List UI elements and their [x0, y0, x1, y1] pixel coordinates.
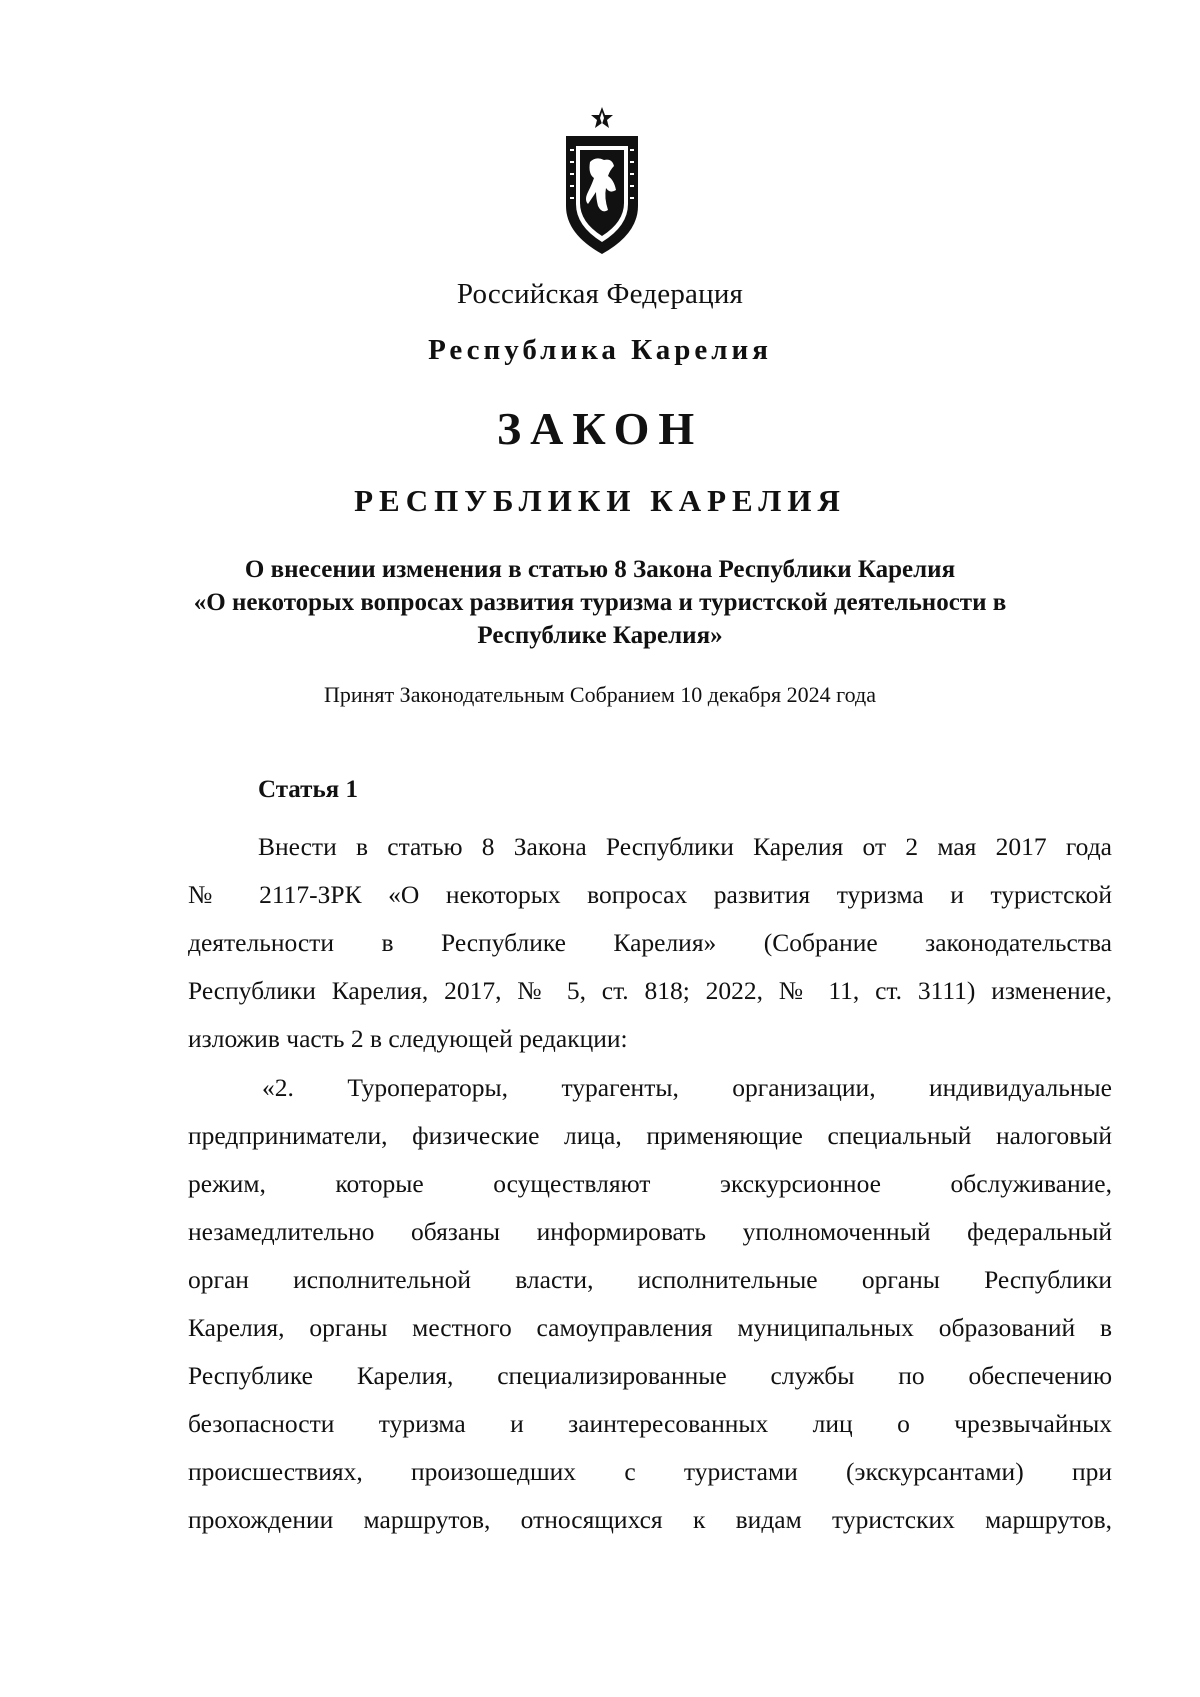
text-line: деятельности в Республике Карелия» (Собрание законодательства [188, 928, 1112, 957]
law-title: ЗАКОН [496, 403, 704, 454]
text-line: Внести в статью 8 Закона Республики Карелия от 2 мая 2017 года [258, 832, 1112, 861]
text-line: безопасности туризма и заинтересованных лиц о чрезвычайных [188, 1409, 1112, 1438]
text-line: изложив часть 2 в следующей редакции: [188, 1024, 628, 1053]
text-line: прохождении маршрутов, относящихся к видам туристских маршрутов, [188, 1505, 1112, 1534]
subject-line: О внесении изменения в статью 8 Закона Республики Карелия [244, 556, 956, 583]
adoption-note: Принят Законодательным Собранием 10 декабря 2024 года [324, 682, 876, 707]
republic-label: Республика Карелия [428, 334, 772, 366]
text-line: происшествиях, произошедших с туристами (экскурсантами) при [188, 1457, 1112, 1486]
text-line: режим, которые осуществляют экскурсионное обслуживание, [188, 1169, 1112, 1198]
text-line: «2. Туроператоры, турагенты, организации, индивидуальные [262, 1073, 1112, 1102]
law-subject [0, 553, 1200, 652]
article-paragraph-2 [188, 1064, 1112, 1544]
article-paragraph-1 [188, 823, 1112, 1063]
article-heading: Статья 1 [258, 776, 358, 803]
text-line: предприниматели, физические лица, применяющие специальный налоговый [188, 1121, 1112, 1150]
text-line: Карелия, органы местного самоуправления муниципальных образований в [188, 1313, 1112, 1342]
text-line: орган исполнительной власти, исполнительные органы Республики [188, 1265, 1112, 1294]
subject-line: Республике Карелия» [477, 622, 723, 649]
karelia-coat-of-arms-icon [552, 106, 652, 266]
federation-label: Российская Федерация [456, 278, 744, 310]
subject-line: «О некоторых вопросах развития туризма и туристской деятельности в [193, 589, 1007, 616]
text-line: незамедлительно обязаны информировать уполномоченный федеральный [188, 1217, 1112, 1246]
text-line: Республики Карелия, 2017, № 5, ст. 818; 2022, № 11, ст. 3111) изменение, [188, 976, 1112, 1005]
law-subtitle: РЕСПУБЛИКИ КАРЕЛИЯ [354, 483, 846, 518]
text-line: № 2117-ЗРК «О некоторых вопросах развития туризма и туристской [188, 880, 1112, 909]
text-line: Республике Карелия, специализированные службы по обеспечению [188, 1361, 1112, 1390]
